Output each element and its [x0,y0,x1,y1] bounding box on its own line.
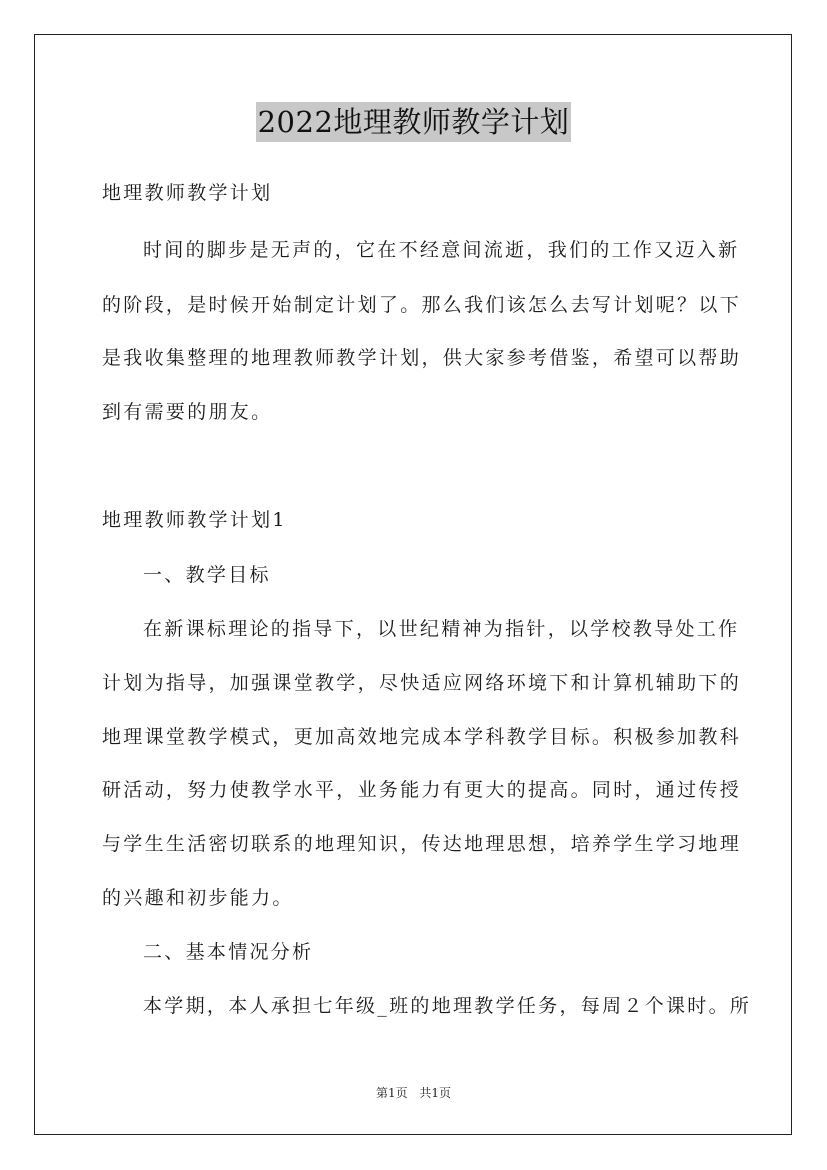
page-footer [0,1084,827,1101]
paragraph-line: 时间的脚步是无声的，它在不经意间流逝，我们的工作又迈入新 [143,239,740,261]
paragraph-line: 是我收集整理的地理教师教学计划，供大家参考借鉴，希望可以帮助 [102,347,742,369]
section-heading: 地理教师教学计划1 [102,509,287,531]
paragraph-line: 计划为指导，加强课堂教学，尽快适应网络环境下和计算机辅助下的 [102,672,742,694]
paragraph-line: 与学生生活密切联系的地理知识，传达地理思想，培养学生学习地理 [102,833,742,855]
subsection-heading: 一、教学目标 [143,564,271,586]
document-title: 2022地理教师教学计划 [256,102,572,142]
intro-heading: 地理教师教学计划 [102,182,273,204]
paragraph-line: 的阶段，是时候开始制定计划了。那么我们该怎么去写计划呢？以下 [102,294,742,316]
paragraph-line: 到有需要的朋友。 [102,401,273,423]
page-number: 第1页 [375,1086,408,1100]
subsection-heading: 二、基本情况分析 [143,941,314,963]
page-total: 共1页 [419,1086,452,1100]
title-container [0,102,827,142]
paragraph-line: 在新课标理论的指导下，以世纪精神为指针，以学校教导处工作 [143,618,740,640]
paragraph-line: 研活动，努力使教学水平，业务能力有更大的提高。同时，通过传授 [102,779,742,801]
paragraph-line: 地理课堂教学模式，更加高效地完成本学科教学目标。积极参加教科 [102,726,742,748]
paragraph-line: 的兴趣和初步能力。 [102,887,294,909]
paragraph-line: 本学期，本人承担七年级_班的地理教学任务，每周２个课时。所 [143,995,752,1017]
